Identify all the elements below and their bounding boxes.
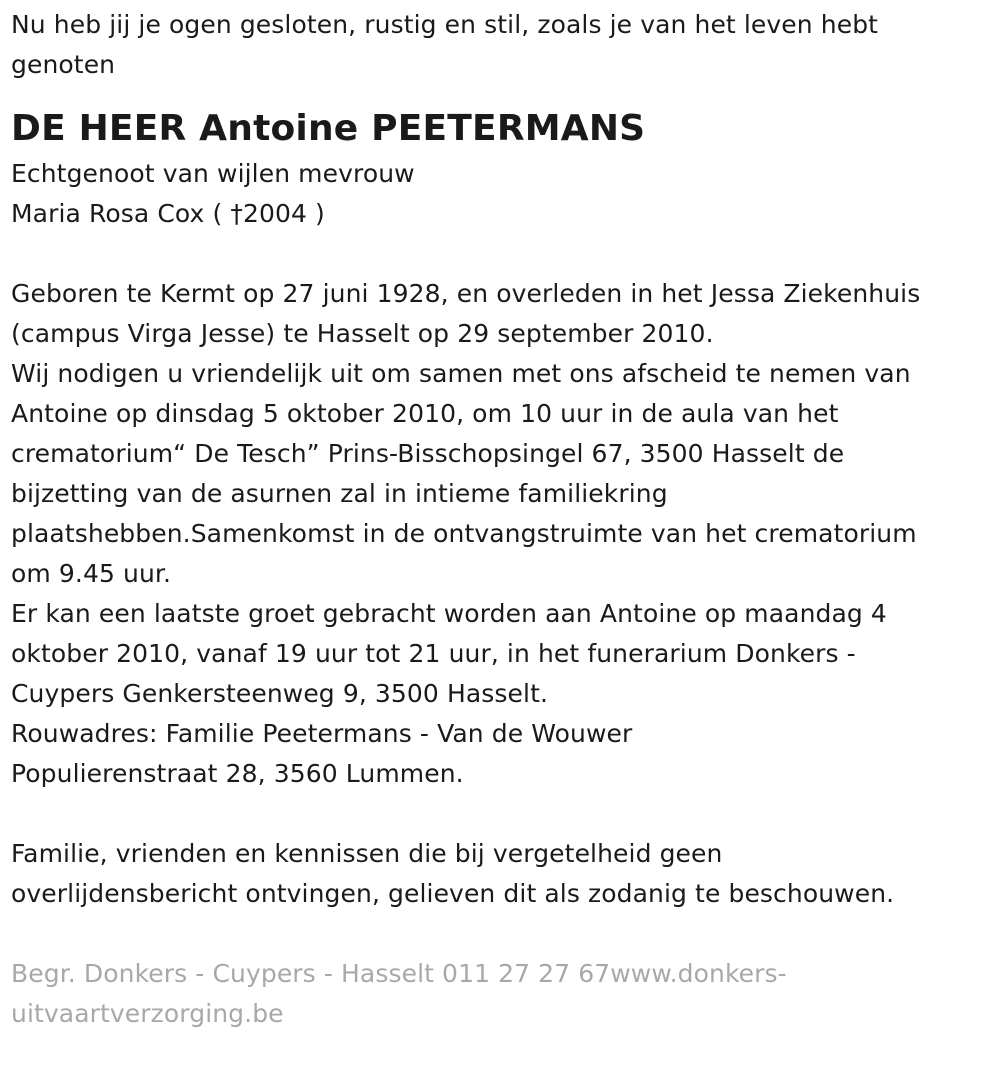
funeral-details xyxy=(11,274,990,794)
closing-note xyxy=(11,834,990,914)
cross-icon: † xyxy=(230,199,243,228)
details-line: Antoine op dinsdag 5 oktober 2010, om 10 uur in de aula van het xyxy=(11,399,839,428)
details-line: Populierenstraat 28, 3560 Lummen. xyxy=(11,759,464,788)
details-line: Rouwadres: Familie Peetermans - Van de Wouwer xyxy=(11,719,633,748)
spouse-name-line xyxy=(11,194,990,234)
spouse-death-year: 2004 ) xyxy=(242,199,325,228)
details-line: Cuypers Genkersteenweg 9, 3500 Hasselt. xyxy=(11,679,549,708)
details-line: Geboren te Kermt op 27 juni 1928, en overleden in het Jessa Ziekenhuis xyxy=(11,279,921,308)
closing-line: Familie, vrienden en kennissen die bij vergetelheid geen xyxy=(11,839,723,868)
funeral-home-footer xyxy=(11,954,990,1034)
intro-poem xyxy=(11,5,990,85)
details-line: oktober 2010, vanaf 19 uur tot 21 uur, in het funerarium Donkers - xyxy=(11,639,856,668)
spacer xyxy=(11,234,990,274)
deceased-name: DE HEER Antoine PEETERMANS xyxy=(11,108,646,149)
details-line: Wij nodigen u vriendelijk uit om samen met ons afscheid te nemen van xyxy=(11,359,911,388)
spouse-name: Maria Rosa Cox ( xyxy=(11,199,231,228)
details-line: (campus Virga Jesse) te Hasselt op 29 september 2010. xyxy=(11,319,714,348)
intro-line: genoten xyxy=(11,50,116,79)
spouse-info xyxy=(11,154,990,234)
footer-line: uitvaartverzorging.be xyxy=(11,999,284,1028)
details-line: bijzetting van de asurnen zal in intieme familiekring xyxy=(11,479,668,508)
spacer xyxy=(11,914,990,954)
spouse-line: Echtgenoot van wijlen mevrouw xyxy=(11,159,415,188)
details-line: crematorium“ De Tesch” Prins-Bisschopsingel 67, 3500 Hasselt de xyxy=(11,439,845,468)
closing-line: overlijdensbericht ontvingen, gelieven dit als zodanig te beschouwen. xyxy=(11,879,895,908)
intro-line: Nu heb jij je ogen gesloten, rustig en stil, zoals je van het leven hebt xyxy=(11,10,879,39)
details-line: Er kan een laatste groet gebracht worden aan Antoine op maandag 4 xyxy=(11,599,887,628)
details-line: plaatshebben.Samenkomst in de ontvangstruimte van het crematorium xyxy=(11,519,917,548)
details-line: om 9.45 uur. xyxy=(11,559,172,588)
spacer xyxy=(11,794,990,834)
footer-line: Begr. Donkers - Cuypers - Hasselt 011 27 27 67www.donkers- xyxy=(11,959,787,988)
